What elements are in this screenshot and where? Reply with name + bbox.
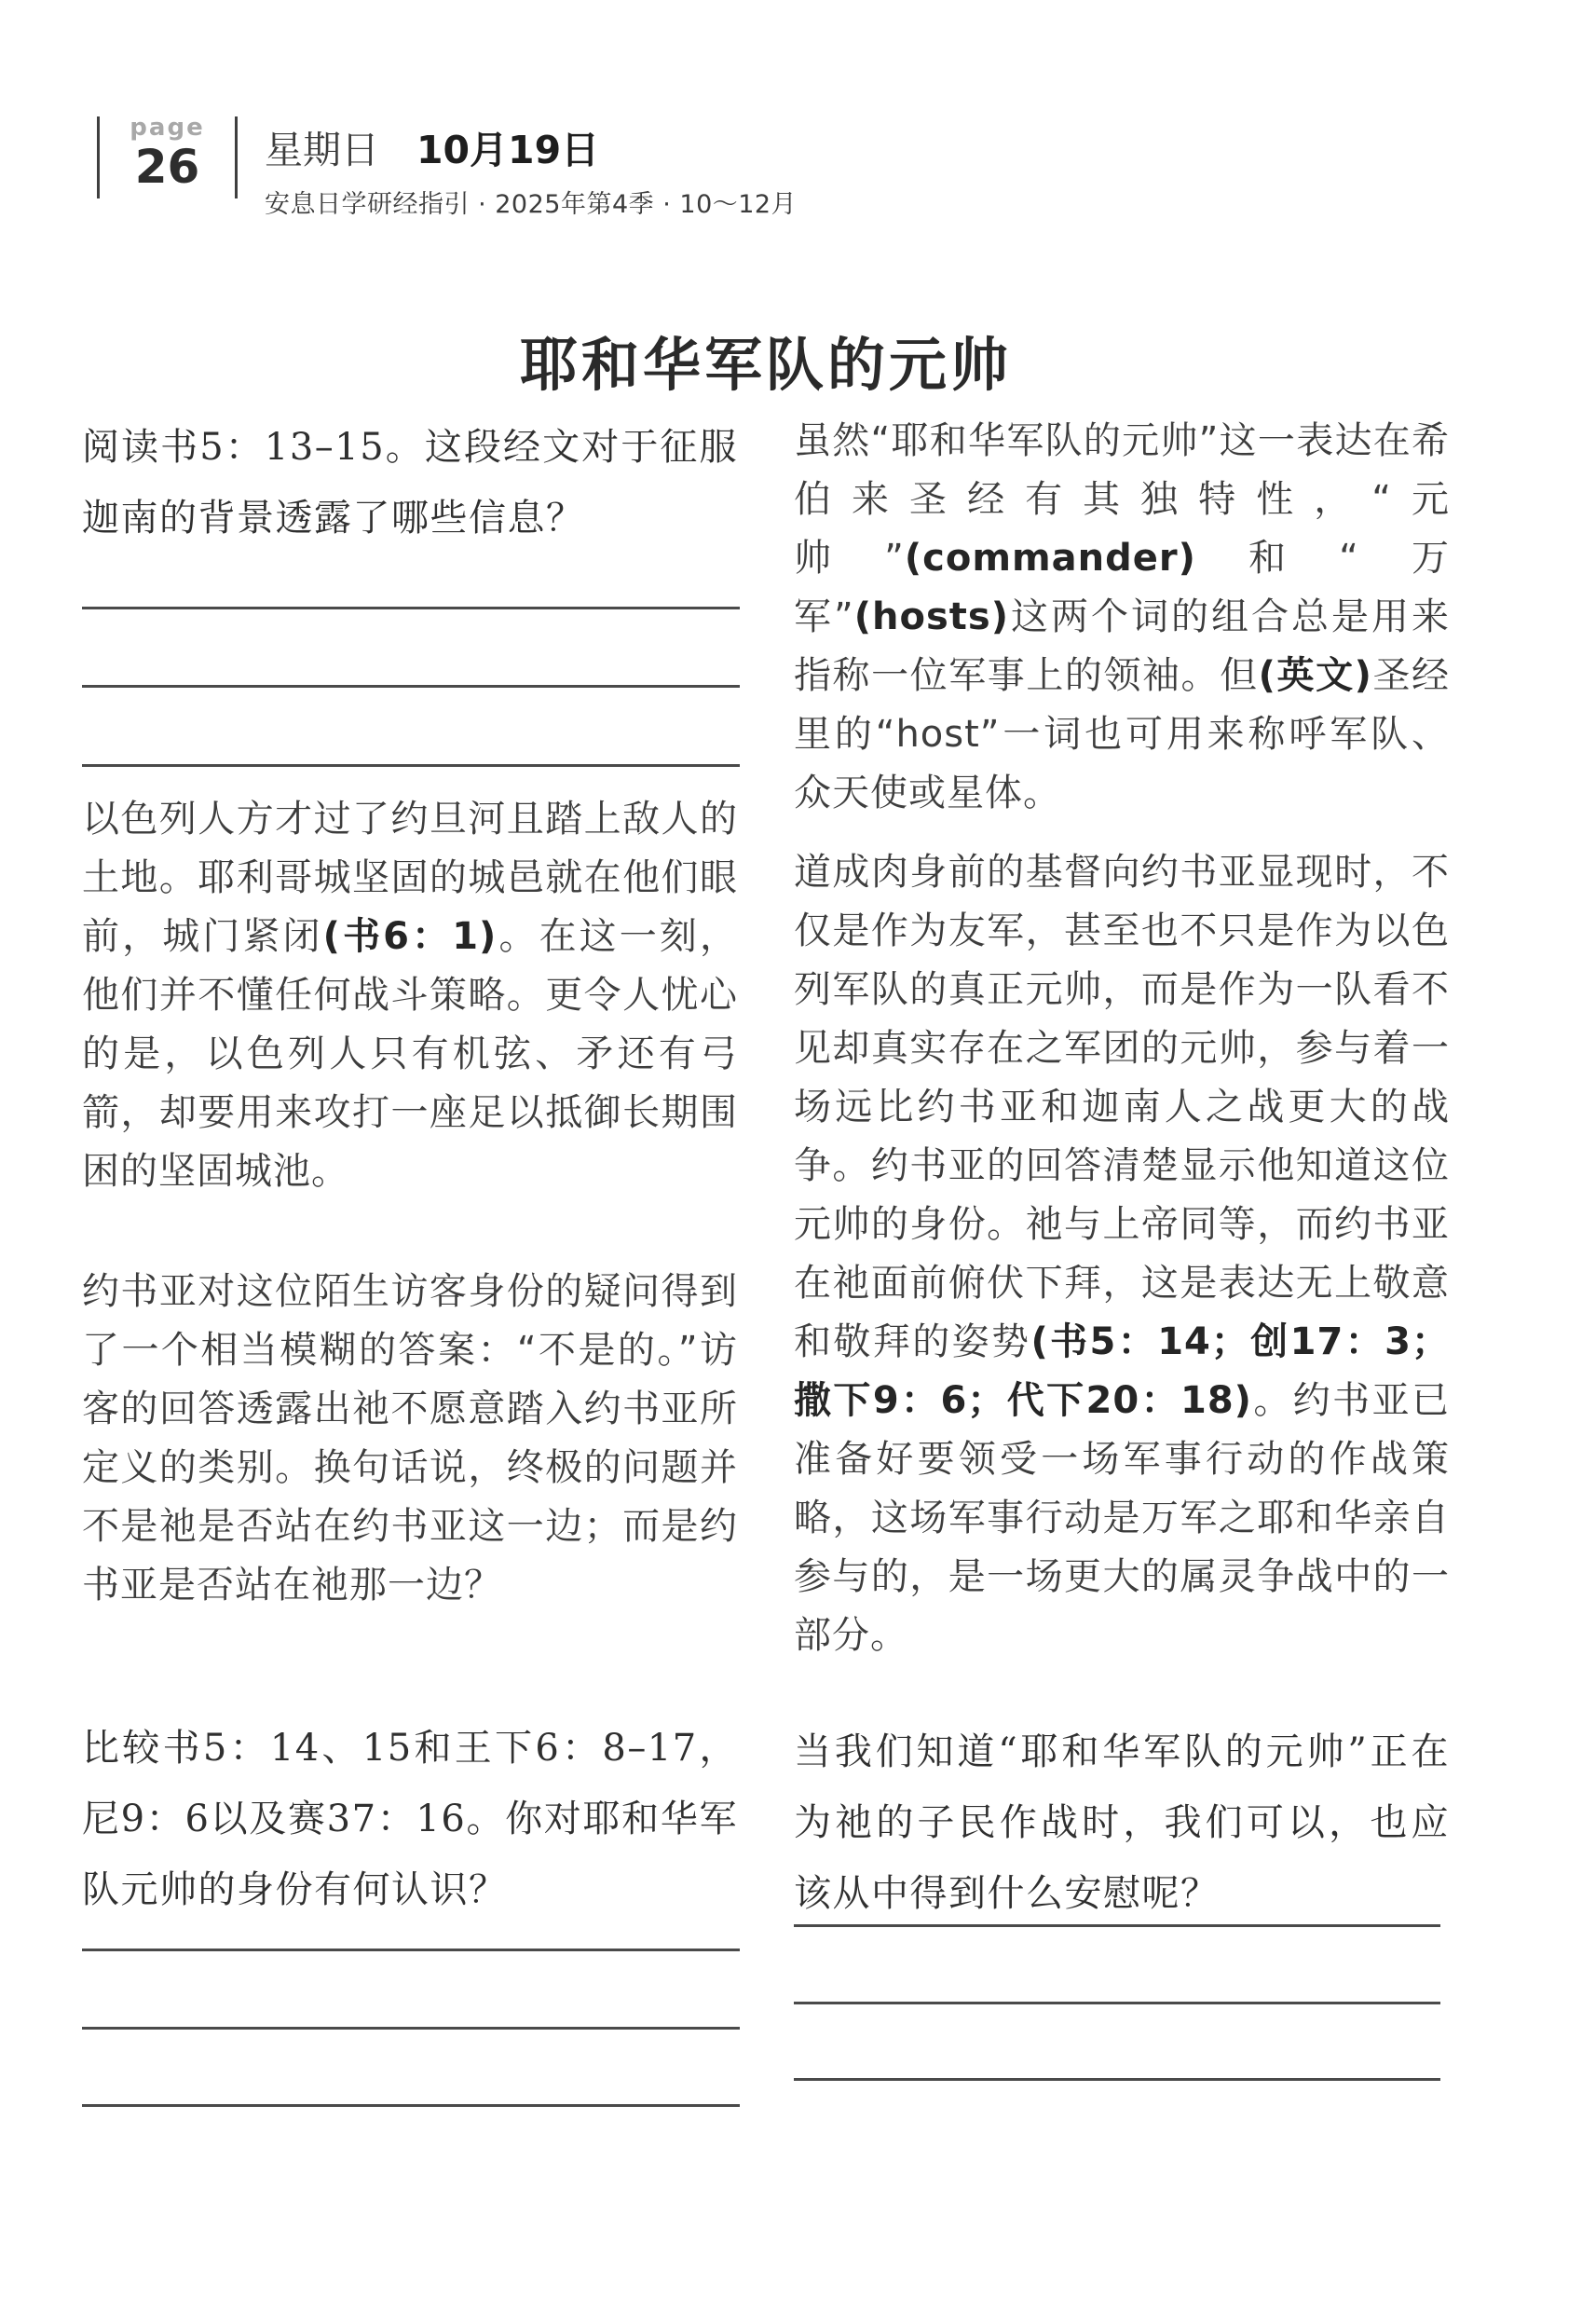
study-question-3: 当我们知道“耶和华军队的元帅”正在为祂的子民作战时，我们可以，也应该从中得到什么安慰呢？ [794,1730,1450,1915]
body-paragraph-3: 虽然“耶和华军队的元帅”这一表达在希伯来圣经有其独特性，“元帅”(commander)和“万军”(hosts)这两个词的组合总是用来指称一位军事上的领袖。但(英文)圣经里的“host”一词也可用来称呼军队、众天使或星体。 [794,419,1451,814]
edition-line: 安息日学研经指引 · 2025年第4季 · 10～12月 [265,190,798,219]
answer-line [794,1924,1440,1927]
lesson-title: 耶和华军队的元帅 [519,330,1012,399]
header-date-line [265,119,797,174]
answer-line [82,607,740,609]
page-number-box [100,114,235,192]
page-number: 26 [134,140,200,194]
answer-line [794,2002,1440,2004]
answer-line [82,2104,740,2107]
page-label: page [130,114,205,142]
answer-line [794,2078,1440,2081]
page-header [265,119,797,220]
study-question-1: 阅读书5：13–15。这段经文对于征服迦南的背景透露了哪些信息？ [82,426,738,540]
answer-line [82,685,740,688]
study-question-2: 比较书5：14、15和王下6：8–17，尼9：6以及赛37：16。你对耶和华军队元帅的身份有何认识？ [82,1727,738,1911]
body-paragraph-2: 约书亚对这位陌生访客身份的疑问得到了一个相当模糊的答案：“不是的。”访客的回答透露出祂不愿意踏入约书亚所定义的类别。换句话说，终极的问题并不是祂是否站在约书亚这一边；而是约书亚是否站在祂那一边？ [82,1270,738,1607]
date-label: 10月19日 [416,128,600,172]
weekday-label: 星期日 [265,128,379,172]
answer-line [82,2027,740,2030]
answer-line [82,1949,740,1951]
header-divider-right [235,116,238,198]
body-paragraph-1: 以色列人方才过了约旦河且踏上敌人的土地。耶利哥城坚固的城邑就在他们眼前，城门紧闭(书6：1)。在这一刻，他们并不懂任何战斗策略。更令人忧心的是，以色列人只有机弦、矛还有弓箭，却要用来攻打一座足以抵御长期围困的坚固城池。 [82,798,739,1193]
body-paragraph-4: 道成肉身前的基督向约书亚显现时，不仅是作为友军，甚至也不只是作为以色列军队的真正元帅，而是作为一队看不见却真实存在之军团的元帅，参与着一场远比约书亚和迦南人之战更大的战争。约书亚的回答清楚显示他知道这位元帅的身份。祂与上帝同等，而约书亚在祂面前俯伏下拜，这是表达无上敬意和敬拜的姿势(书5：14；创17：3；撒下9：6；代下20：18)。约书亚已准备好要领受一场军事行动的作战策略，这场军事行动是万军之耶和华亲自参与的，是一场更大的属灵争战中的一部分。 [794,851,1450,1657]
answer-line [82,764,740,767]
